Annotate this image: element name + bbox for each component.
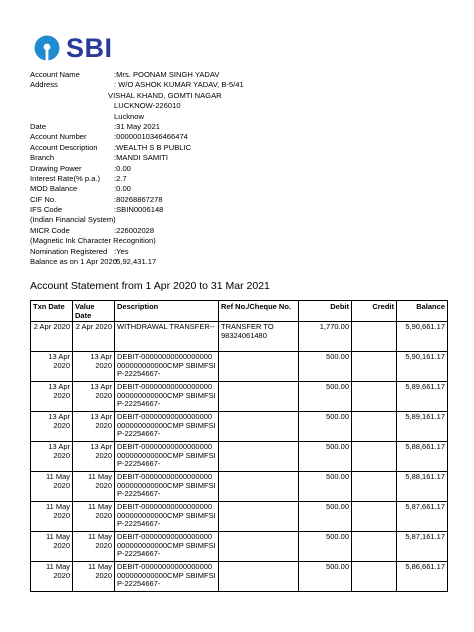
header-credit: Credit [352,301,397,322]
debit-cell: 500.00 [299,532,352,562]
balance-cell: 5,90,661.17 [397,322,448,352]
debit-cell: 500.00 [299,472,352,502]
credit-cell [352,532,397,562]
account-number-row [30,132,244,142]
value-date-cell: 11 May 2020 [73,562,115,592]
header-balance: Balance [397,301,448,322]
debit-cell: 1,770.00 [299,322,352,352]
micr-label: MICR Code [30,225,70,235]
credit-cell [352,352,397,382]
header-txn-date: Txn Date [31,301,73,322]
table-row [31,502,448,532]
balance-cell: 5,89,161.17 [397,412,448,442]
nomination-value: :Yes [114,246,129,256]
description-cell: DEBIT-00000000000000000000000000000CMP SBIMFSIP-22254667- [115,502,219,532]
ifs-row [30,205,244,215]
balance-cell: 5,88,161.17 [397,472,448,502]
txn-date-cell: 11 May 2020 [31,472,73,502]
branch-value: :MANDI SAMITI [114,153,169,163]
table-header-row [31,301,448,322]
debit-cell: 500.00 [299,562,352,592]
ref-no-cell [219,382,299,412]
drawing-power-value: :0.00 [114,163,131,173]
credit-cell [352,442,397,472]
value-date-cell: 2 Apr 2020 [73,322,115,352]
logo-text: SBI [66,33,113,63]
balance-cell: 5,86,661.17 [397,562,448,592]
interest-rate-row [30,174,244,184]
ref-no-cell [219,472,299,502]
header-value-date: Value Date [73,301,115,322]
sbi-logo [34,34,113,62]
description-cell: DEBIT-00000000000000000000000000000CMP SBIMFSIP-22254667- [115,412,219,442]
description-cell: DEBIT-00000000000000000000000000000CMP SBIMFSIP-22254667- [115,442,219,472]
drawing-power-label: Drawing Power [30,163,82,173]
debit-cell: 500.00 [299,442,352,472]
debit-cell: 500.00 [299,352,352,382]
credit-cell [352,472,397,502]
balance-cell: 5,87,161.17 [397,532,448,562]
account-info [30,70,244,267]
address-line-3: LUCKNOW-226010 [114,101,181,111]
description-cell: DEBIT-00000000000000000000000000000CMP SBIMFSIP-22254667- [115,382,219,412]
ref-no-cell [219,562,299,592]
address-line-2: VISHAL KHAND, GOMTI NAGAR [108,90,222,100]
ref-no-cell [219,412,299,442]
opening-balance-row [30,257,244,267]
description-cell: DEBIT-00000000000000000000000000000CMP SBIMFSIP-22254667- [115,472,219,502]
address-line-4: Lucknow [114,111,144,121]
credit-cell [352,562,397,592]
micr-row [30,226,244,236]
transactions-table [30,300,448,592]
ref-no-cell [219,352,299,382]
debit-cell: 500.00 [299,382,352,412]
value-date-cell: 13 Apr 2020 [73,382,115,412]
table-row [31,472,448,502]
address-row [30,80,244,90]
drawing-power-row [30,164,244,174]
credit-cell [352,322,397,352]
statement-title: Account Statement from 1 Apr 2020 to 31 Mar 2021 [30,280,270,292]
micr-note: (Magnetic Ink Character Recognition) [30,236,156,246]
balance-cell: 5,88,661.17 [397,442,448,472]
mod-balance-value: :0.00 [114,184,131,194]
credit-cell [352,382,397,412]
description-cell: DEBIT-00000000000000000000000000000CMP SBIMFSIP-22254667- [115,352,219,382]
cif-row [30,195,244,205]
mod-balance-row [30,184,244,194]
value-date-cell: 11 May 2020 [73,472,115,502]
ref-no-cell [219,502,299,532]
txn-date-cell: 11 May 2020 [31,532,73,562]
value-date-cell: 13 Apr 2020 [73,412,115,442]
ifs-label: IFS Code [30,205,63,215]
description-cell: DEBIT-00000000000000000000000000000CMP SBIMFSIP-22254667- [115,562,219,592]
mod-balance-label: MOD Balance [30,184,78,194]
ref-no-cell [219,532,299,562]
debit-cell: 500.00 [299,412,352,442]
description-cell: DEBIT-00000000000000000000000000000CMP SBIMFSIP-22254667- [115,532,219,562]
txn-date-cell: 13 Apr 2020 [31,352,73,382]
txn-date-cell: 11 May 2020 [31,562,73,592]
ifs-note: (Indian Financial System) [30,215,116,225]
opening-balance-label: Balance as on 1 Apr 2020 [30,257,117,267]
account-description-value: :WEALTH S B PUBLIC [114,142,192,152]
date-value: :31 May 2021 [114,121,161,131]
cif-value: :80268867278 [114,194,163,204]
value-date-cell: 11 May 2020 [73,502,115,532]
header-debit: Debit [299,301,352,322]
table-row [31,352,448,382]
branch-row [30,153,244,163]
header-ref-no: Ref No./Cheque No. [219,301,299,322]
ifs-value: :SBIN0006148 [114,205,164,215]
interest-rate-label: Interest Rate(% p.a.) [30,173,101,183]
value-date-cell: 13 Apr 2020 [73,442,115,472]
account-name-label: Account Name [30,70,80,79]
cif-label: CIF No. [30,194,57,204]
value-date-cell: 11 May 2020 [73,532,115,562]
txn-date-cell: 13 Apr 2020 [31,442,73,472]
sbi-logo-icon [34,35,60,61]
account-number-label: Account Number [30,132,87,142]
table-row [31,322,448,352]
balance-cell: 5,89,661.17 [397,382,448,412]
opening-balance-value: :5,92,431.17 [114,257,157,267]
debit-cell: 500.00 [299,502,352,532]
credit-cell [352,502,397,532]
nomination-row [30,247,244,257]
address-line-1: : W/O ASHOK KUMAR YADAV, B-5/41 [114,80,244,90]
interest-rate-value: :2.7 [114,173,127,183]
balance-cell: 5,87,661.17 [397,502,448,532]
micr-value: :226002028 [114,225,155,235]
branch-label: Branch [30,153,55,163]
txn-date-cell: 11 May 2020 [31,502,73,532]
value-date-cell: 13 Apr 2020 [73,352,115,382]
ref-no-cell: TRANSFER TO 98324061480 [219,322,299,352]
header-description: Description [115,301,219,322]
description-cell: WITHDRAWAL TRANSFER-- [115,322,219,352]
table-row [31,532,448,562]
credit-cell [352,412,397,442]
table-row [31,442,448,472]
account-name-row [30,70,244,80]
txn-date-cell: 2 Apr 2020 [31,322,73,352]
balance-cell: 5,90,161.17 [397,352,448,382]
table-row [31,562,448,592]
address-label: Address [30,80,58,90]
date-row [30,122,244,132]
ref-no-cell [219,442,299,472]
table-row [31,412,448,442]
nomination-label: Nomination Registered [30,246,108,256]
account-description-row [30,143,244,153]
account-name-value: :Mrs. POONAM SINGH YADAV [114,70,220,79]
txn-date-cell: 13 Apr 2020 [31,412,73,442]
table-row [31,382,448,412]
date-label: Date [30,121,47,131]
account-description-label: Account Description [30,142,98,152]
account-number-value: :00000010346466474 [114,132,188,142]
txn-date-cell: 13 Apr 2020 [31,382,73,412]
